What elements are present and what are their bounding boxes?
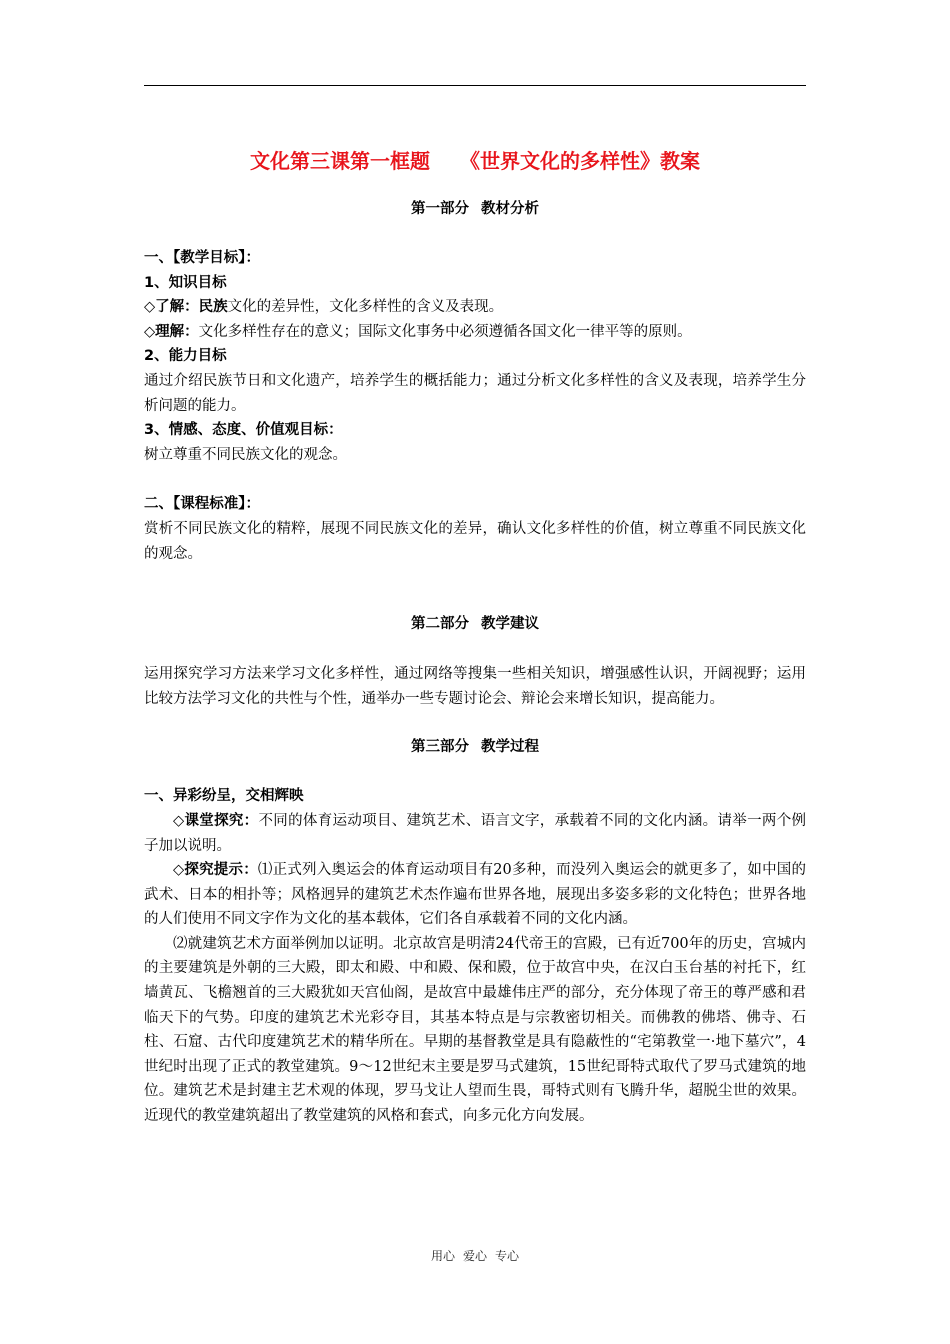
teaching-suggestion-text: 运用探究学习方法来学习文化多样性，通过网络等搜集一些相关知识，增强感性认识，开阔视野；运用比较方法学习文化的共性与个性，通举办一些专题讨论会、辩论会来增长知识，提高能力。 [144,666,806,707]
curriculum-standard-text: 赏析不同民族文化的精粹，展现不同民族文化的差异，确认文化多样性的价值，树立尊重不同民族文化的观念。 [144,520,806,562]
part2-heading: 第二部分 教学建议 [411,616,539,633]
document-title: 文化第三课第一框题 《世界文化的多样性》教案 [250,149,700,173]
header-rule [144,85,806,86]
ability-goals-text: 通过介绍民族节日和文化遗产，培养学生的概括能力；通过分析文化多样性的含义及表现，培养学生分析问题的能力。 [144,372,806,414]
emotion-goals-heading: 3、情感、态度、价值观目标： [144,422,343,439]
comprehend-item: ◇理解：文化多样性存在的意义；国际文化事务中必须遵循各国文化一律平等的原则。 [144,323,692,340]
explore-hint-item: ◇探究提示：⑴正式列入奥运会的体育运动项目有20多种，而没列入奥运会的就更多了，如中国的武术、日本的相扑等；风格迥异的建筑艺术杰作遍布世界各地，展现出多姿多彩的文化特色；世界各地的人们使用不同文字作为文化的基本载体，它们各自承载着不同的文化内涵。 [144,862,806,928]
teaching-goals-heading: 一、【教学目标】： [144,250,260,266]
page-footer: 用心 爱心 专心 [430,1249,520,1263]
architecture-paragraph: ⑵就建筑艺术方面举例加以证明。北京故宫是明清24代帝王的宫殿，已有近700年的历史，宫城内的主要建筑是外朝的三大殿，即太和殿、中和殿、保和殿，位于故宫中央，在汉白玉台基的衬托下，红墙黄瓦、飞檐翘首的三大殿犹如天宫仙阁，是故宫中最雄伟庄严的部分，充分体现了帝王的尊严感和君临天下的气势。印度的建筑艺术光彩夺目，其基本特点是与宗教密切相关。而佛教的佛塔、佛寺、石柱、石窟、古代印度建筑艺术的精华所在。早期的基督教堂是具有隐蔽性的“宅第教堂一·地下墓穴”，4世纪时出现了正式的教堂建筑。9～12世纪末主要是罗马式建筑，15世纪哥特式取代了罗马式建筑的地位。建筑艺术是封建主艺术观的体现，罗马戈让人望而生畏，哥特式则有飞腾升华，超脱尘世的效果。近现代的教堂建筑超出了教堂建筑的风格和套式，向多元化方向发展。 [144,935,806,1125]
emotion-goals-text: 树立尊重不同民族文化的观念。 [144,446,347,463]
ability-goals-heading: 2、能力目标 [144,348,227,365]
curriculum-standard-heading: 二、【课程标准】： [144,496,260,513]
document-body [144,145,806,1129]
part1-heading: 第一部分 教材分析 [411,201,539,217]
knowledge-goals-heading: 1、知识目标 [144,274,227,291]
understand-item: ◇了解：民族文化的差异性，文化多样性的含义及表现。 [144,299,504,316]
class-explore-item: ◇课堂探究：不同的体育运动项目、建筑艺术、语言文字，承载着不同的文化内涵。请举一两个例子加以说明。 [144,812,807,854]
part3-heading: 第三部分 教学过程 [411,739,539,756]
section-heading: 一、异彩纷呈，交相辉映 [144,788,304,805]
